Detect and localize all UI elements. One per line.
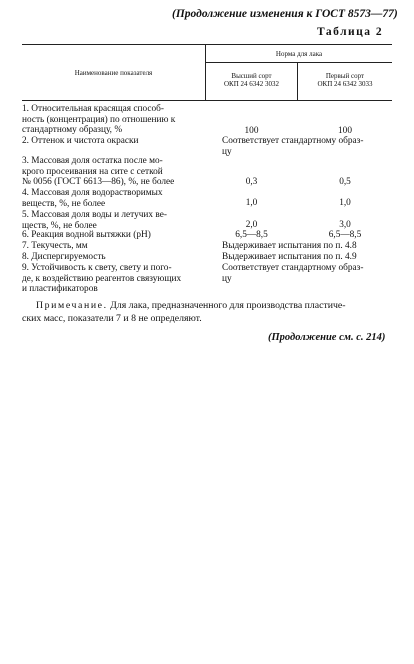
table-row: 3. Массовая доля остатка после мо- крого просеивания на сите с сеткой № 0056 (ГОСТ 6613—86), %, не более (22, 156, 175, 187)
norm-rule (206, 62, 392, 63)
grade1-name: Высший сорт (231, 72, 272, 80)
continuation-footer: (Продолжение см. с. 214) (268, 332, 386, 343)
col-grade2-header (298, 72, 392, 88)
row5-grade2-value: 3,0 (339, 220, 351, 230)
table-row: 8. Диспергируемость (22, 252, 106, 262)
note-text-line2: ских масс, показатели 7 и 8 не определяют. (22, 313, 202, 324)
row3-grade2-value: 0,5 (339, 177, 351, 187)
row1-grade2-value: 100 (338, 126, 352, 136)
col-grade1-header (206, 72, 297, 88)
row2-span-value: Соответствует стандартному образ- цу (222, 136, 364, 157)
grade1-code: ОКП 24 6342 3032 (223, 80, 280, 88)
grade2-code: ОКП 24 6342 3033 (317, 80, 373, 88)
note-label: Примечание. (36, 300, 108, 311)
table-note (22, 299, 346, 325)
row6-grade2-value: 6,5—8,5 (328, 230, 362, 240)
row5-grade1-value: 2,0 (245, 220, 258, 230)
table-row: 2. Оттенок и чистота окраски (22, 136, 139, 146)
header-bottom-rule (22, 100, 392, 101)
row6-grade1-value: 6,5—8,5 (235, 230, 268, 240)
col-indicator-header: Наименование показателя (74, 69, 153, 77)
row8-span-value: Выдерживает испытания по п. 4.9 (222, 252, 357, 262)
row4-grade2-value: 1,0 (339, 198, 351, 208)
row9-span-value: Соответствует стандартному образ- цу (222, 263, 364, 284)
col-norm-header: Норма для лака (275, 50, 323, 58)
row7-span-value: Выдерживает испытания по п. 4.8 (222, 241, 357, 251)
continuation-header: (Продолжение изменения к ГОСТ 8573—77) (172, 8, 398, 20)
table-row: 9. Устойчивость к свету, свету и пого- де, к воздействию реагентов связующих и пластификаторов (22, 263, 182, 294)
table-row: 6. Реакция водной вытяжки (рН) (22, 230, 151, 240)
row4-grade1-value: 1,0 (245, 198, 258, 208)
note-text-line1: Для лака, предназначенного для производства пластиче- (107, 300, 346, 311)
table-row: 4. Массовая доля водорастворимых веществ, %, не более (22, 188, 163, 209)
row1-grade1-value: 100 (244, 126, 259, 136)
table-row: 1. Относительная красящая способ- ность (концентрация) по отношению к стандартному образцу, % (22, 104, 176, 135)
grade2-name: Первый сорт (325, 72, 365, 80)
table-row: 7. Текучесть, мм (22, 241, 88, 251)
table-top-rule (22, 44, 392, 45)
table-title: Таблица 2 (317, 26, 384, 38)
row3-grade1-value: 0,3 (245, 177, 258, 187)
table-row: 5. Массовая доля воды и летучих ве- ществ, %, не более (22, 210, 167, 231)
